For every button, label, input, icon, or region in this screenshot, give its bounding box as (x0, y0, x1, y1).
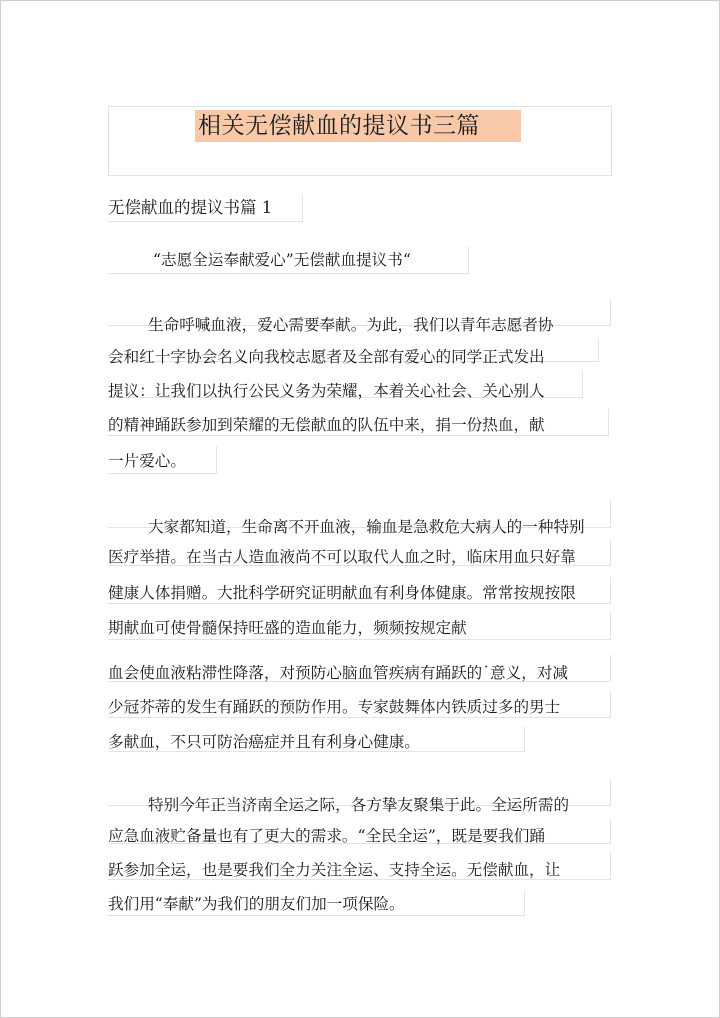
paragraph-1-line-4: 的精神踊跃参加到荣耀的无偿献血的队伍中来，捐一份热血，献 (108, 416, 545, 434)
paragraph-4-line-3: 跃参加全运，也是要我们全力关注全运、支持全运。无偿献血，让 (108, 861, 561, 879)
paragraph-3-line-2: 少冠芥蒂的发生有踊跃的预防作用。专家鼓舞体内铁质过多的男士 (108, 698, 561, 716)
paragraph-1-line-2: 会和红十字协会名义向我校志愿者及全部有爱心的同学正式发出 (108, 348, 545, 366)
paragraph-1-line-5: 一片爱心。 (108, 452, 186, 470)
paragraph-2-line-4: 期献血可使骨髓保持旺盛的造血能力，频频按规定献 (108, 619, 467, 637)
section-heading: 无偿献血的提议书篇 1 (108, 198, 273, 217)
paragraph-1-line-3: 提议：让我们以执行公民义务为荣耀，本着关心社会、关心别人 (108, 382, 545, 400)
paragraph-2-line-2: 医疗举措。在当古人造血液尚不可以取代人血之时，临床用血只好靠 (108, 548, 576, 566)
paragraph-3-line-3: 多献血，不只可防治癌症并且有利身心健康。 (108, 733, 420, 751)
paragraph-4-line-2: 应急血液贮备量也有了更大的需求。“全民全运”，既是要我们踊 (108, 827, 545, 845)
paragraph-4-line-1: 特别今年正当济南全运之际，各方挚友聚集于此。全运所需的 (148, 796, 570, 814)
paragraph-3-line-1: 血会使血液粘滞性降落，对预防心脑血管疾病有踊跃的˙意义，对减 (108, 664, 569, 682)
paragraph-1-line-1: 生命呼喊血液，爱心需要奉献。为此，我们以青年志愿者协 (148, 316, 554, 334)
document-title: 相关无偿献血的提议书三篇 (198, 113, 480, 139)
paragraph-2-line-1: 大家都知道，生命离不开血液，输血是急救危大病人的一种特别 (148, 518, 585, 536)
paragraph-2-line-3: 健康人体捐赠。大批科学研究证明献血有利身体健康。常常按规按限 (108, 584, 576, 602)
subtitle: “志愿全运奉献爱心”无偿献血提议书“ (153, 251, 411, 269)
paragraph-4-line-4: 我们用“奉献”为我们的朋友们加一项保险。 (108, 895, 405, 913)
